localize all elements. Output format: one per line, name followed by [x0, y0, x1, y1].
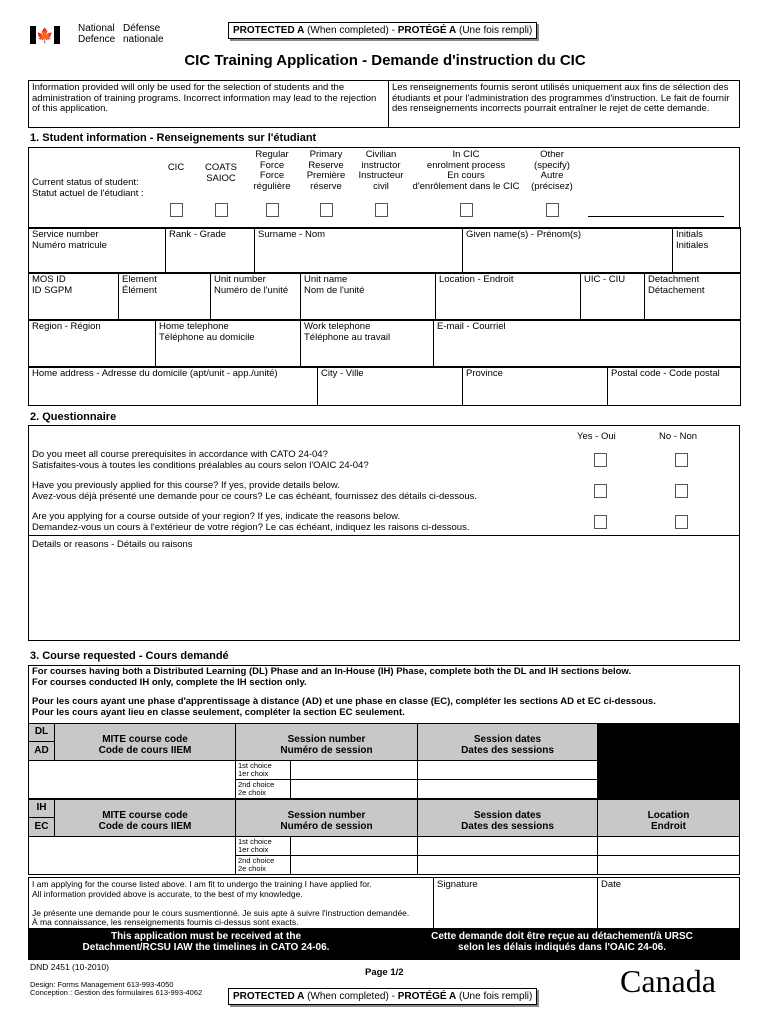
status-checkbox[interactable] [320, 203, 333, 217]
session-number-input[interactable] [290, 779, 418, 799]
protected-en: PROTECTED A [233, 991, 305, 1002]
mite-header: MITE course code Code de cours IIEM [54, 723, 236, 761]
student-field[interactable]: Location - Endroit [435, 272, 581, 321]
question-text: Do you meet all course prerequisites in accordance with CATO 24-04? Satisfaites-vous à toutes les conditions préalables au cours selon l'OAIC 24-04? [32, 449, 369, 471]
student-field[interactable]: Unit name Nom de l'unité [300, 272, 436, 321]
status-label: Civilian instructor Instructeur civil [358, 149, 404, 192]
instructions-en: For courses having both a Distributed Learning (DL) Phase and an In-House (IH) Phase, complete both the DL and IH sections below. For courses conducted IH only, complete the IH section only. [32, 666, 632, 688]
student-field[interactable]: E-mail - Courriel [433, 319, 741, 368]
protected-banner-top [228, 22, 537, 39]
status-checkbox[interactable] [170, 203, 183, 217]
student-field[interactable]: MOS ID ID SGPM [28, 272, 119, 321]
status-checkbox[interactable] [266, 203, 279, 217]
status-label: COATS SAIOC [204, 162, 238, 184]
status-label: Current status of student: Statut actuel de l'étudiant : [32, 177, 144, 199]
choice-label: 2nd choice 2e choix [235, 855, 291, 875]
declaration-text: I am applying for the course listed above. I am fit to undergo the training I have applied for. All information provided above is accurate, to the best of my knowledge. Je présente une demande pour le cours susmentionné. Je suis apte à suivre l'instruction demandée. À ma connaissance, les renseignements fournis ci-dessus sont exacts. [28, 877, 434, 929]
instructions-fr: Pour les cours ayant une phase d'apprentissage à distance (AD) et une phase en classe (EC), compléter les sections AD et EC ci-dessous. Pour les cours ayant lieu en classe seulement, compléter la section EC seulement. [32, 696, 656, 718]
session-number-header: Session number Numéro de session [235, 799, 418, 837]
protected-fr-note: (Une fois rempli) [456, 991, 533, 1002]
choice-label: 2nd choice 2e choix [235, 779, 291, 799]
page-number: Page 1/2 [365, 967, 404, 978]
yes-checkbox[interactable] [594, 515, 607, 529]
protected-fr-note: (Une fois rempli) [456, 25, 533, 36]
session-dates-input[interactable] [417, 760, 598, 780]
canada-wordmark: Canada [620, 963, 716, 999]
session-number-header: Session number Numéro de session [235, 723, 418, 761]
student-field[interactable]: Surname - Nom [254, 227, 463, 274]
session-number-input[interactable] [290, 760, 418, 780]
status-label: Regular Force Force régulière [253, 149, 291, 192]
status-label: Primary Reserve Première réserve [306, 149, 346, 192]
student-field[interactable]: Region - Région [28, 319, 156, 368]
yes-checkbox[interactable] [594, 453, 607, 467]
signature-label: Signature [437, 879, 478, 890]
session-dates-input[interactable] [417, 836, 598, 856]
choice-label: 1st choice 1er choix [235, 836, 291, 856]
student-field[interactable]: UIC - CIU [580, 272, 645, 321]
phase-label: DL [28, 723, 55, 742]
dept-name-en: National Defence [78, 23, 116, 46]
status-label: CIC [167, 162, 185, 173]
phase-label: IH [28, 799, 55, 818]
design-credit: Design: Forms Management 613-993-4050 Conception : Gestion des formulaires 613-993-4062 [30, 980, 203, 998]
no-checkbox[interactable] [675, 515, 688, 529]
info-en: Information provided will only be used for the selection of students and the administration of training programs. Incorrect information may lead to the rejection of this application. [28, 80, 389, 128]
status-label: Other (specify) Autre (précisez) [531, 149, 573, 192]
location-input[interactable] [597, 836, 740, 856]
phase-label: AD [28, 741, 55, 761]
date-label: Date [601, 879, 622, 890]
session-dates-header: Session dates Dates des sessions [417, 799, 598, 837]
status-checkbox[interactable] [460, 203, 473, 217]
student-field[interactable]: Service number Numéro matricule [28, 227, 166, 274]
protected-en-note: (When completed) - [304, 991, 398, 1002]
form-number: DND 2451 (10-2010) [30, 962, 109, 972]
session-dates-input[interactable] [417, 779, 598, 799]
yes-checkbox[interactable] [594, 484, 607, 498]
signature-field[interactable] [433, 877, 598, 929]
student-field[interactable]: Postal code - Code postal [607, 366, 741, 406]
yes-header: Yes - Oui [577, 431, 616, 442]
student-field[interactable]: Given name(s) - Prénom(s) [462, 227, 673, 274]
student-field[interactable]: Province [462, 366, 608, 406]
protected-en-note: (When completed) - [304, 25, 398, 36]
mite-code-input[interactable] [28, 836, 236, 875]
question-text: Have you previously applied for this course? If yes, provide details below. Avez-vous déjà présenté une demande pour ce cours? Le cas échéant, fournissez des détails ci-dessous. [32, 480, 478, 502]
protected-fr: PROTÉGÉ A [397, 991, 457, 1002]
protected-en: PROTECTED A [233, 25, 305, 36]
details-input[interactable] [30, 552, 736, 638]
protected-fr: PROTÉGÉ A [397, 25, 457, 36]
session-number-input[interactable] [290, 855, 418, 875]
student-field[interactable]: Detachment Détachement [644, 272, 741, 321]
deadline-banner [28, 928, 740, 960]
status-checkbox[interactable] [215, 203, 228, 217]
date-field[interactable] [597, 877, 740, 929]
mite-code-input[interactable] [28, 760, 236, 799]
location-header: Location Endroit [597, 799, 740, 837]
no-checkbox[interactable] [675, 484, 688, 498]
student-field[interactable]: Home telephone Téléphone au domicile [155, 319, 301, 368]
no-checkbox[interactable] [675, 453, 688, 467]
mite-header: MITE course code Code de cours IIEM [54, 799, 236, 837]
question-text: Are you applying for a course outside of your region? If yes, indicate the reasons below. Demandez-vous un cours à l'extérieur de votre région? Le cas échéant, indiquez les raisons ci-dessous. [32, 511, 470, 533]
student-field[interactable]: Home address - Adresse du domicile (apt/unit - app./unité) [28, 366, 318, 406]
status-checkbox[interactable] [546, 203, 559, 217]
location-input[interactable] [597, 855, 740, 875]
student-field[interactable]: Initials Initiales [672, 227, 741, 274]
blacked-out-area [597, 723, 740, 799]
protected-banner-bottom [228, 988, 537, 1005]
banner-en: This application must be received at the Detachment/RCSU IAW the timelines in CATO 24-06. [82, 931, 330, 954]
section-1-title: 1. Student information - Renseignements sur l'étudiant [30, 132, 317, 144]
phase-label: EC [28, 817, 55, 837]
page-title: CIC Training Application - Demande d'instruction du CIC [184, 52, 586, 69]
no-header: No - Non [659, 431, 698, 442]
session-number-input[interactable] [290, 836, 418, 856]
student-field[interactable]: Element Élément [118, 272, 211, 321]
dept-name-fr: Défense nationale [123, 23, 164, 46]
choice-label: 1st choice 1er choix [235, 760, 291, 780]
section-3-title: 3. Course requested - Cours demandé [30, 650, 229, 662]
status-label: In CIC enrolment process En cours d'enrôlement dans le CIC [412, 149, 520, 192]
other-specify-input[interactable] [588, 216, 724, 217]
student-field[interactable]: City - Ville [317, 366, 463, 406]
student-field[interactable]: Rank - Grade [165, 227, 255, 274]
session-dates-input[interactable] [417, 855, 598, 875]
info-fr: Les renseignements fournis seront utilisés uniquement aux fins de sélection des étudiants et pour l'administration des programmes d'instruction. Le fait de fournir des renseignements incorrects pourrait entraîner le rejet de cette demande. [388, 80, 740, 128]
banner-fr: Cette demande doit être reçue au détachement/à URSC selon les délais indiqués dans l'OAIC 24-06. [431, 931, 693, 954]
status-checkbox[interactable] [375, 203, 388, 217]
details-label: Details or reasons - Détails ou raisons [32, 539, 193, 550]
canada-flag-icon: 🍁 [30, 26, 60, 44]
student-field[interactable]: Unit number Numéro de l'unité [210, 272, 301, 321]
student-field[interactable]: Work telephone Téléphone au travail [300, 319, 434, 368]
session-dates-header: Session dates Dates des sessions [417, 723, 598, 761]
section-2-title: 2. Questionnaire [30, 411, 117, 423]
